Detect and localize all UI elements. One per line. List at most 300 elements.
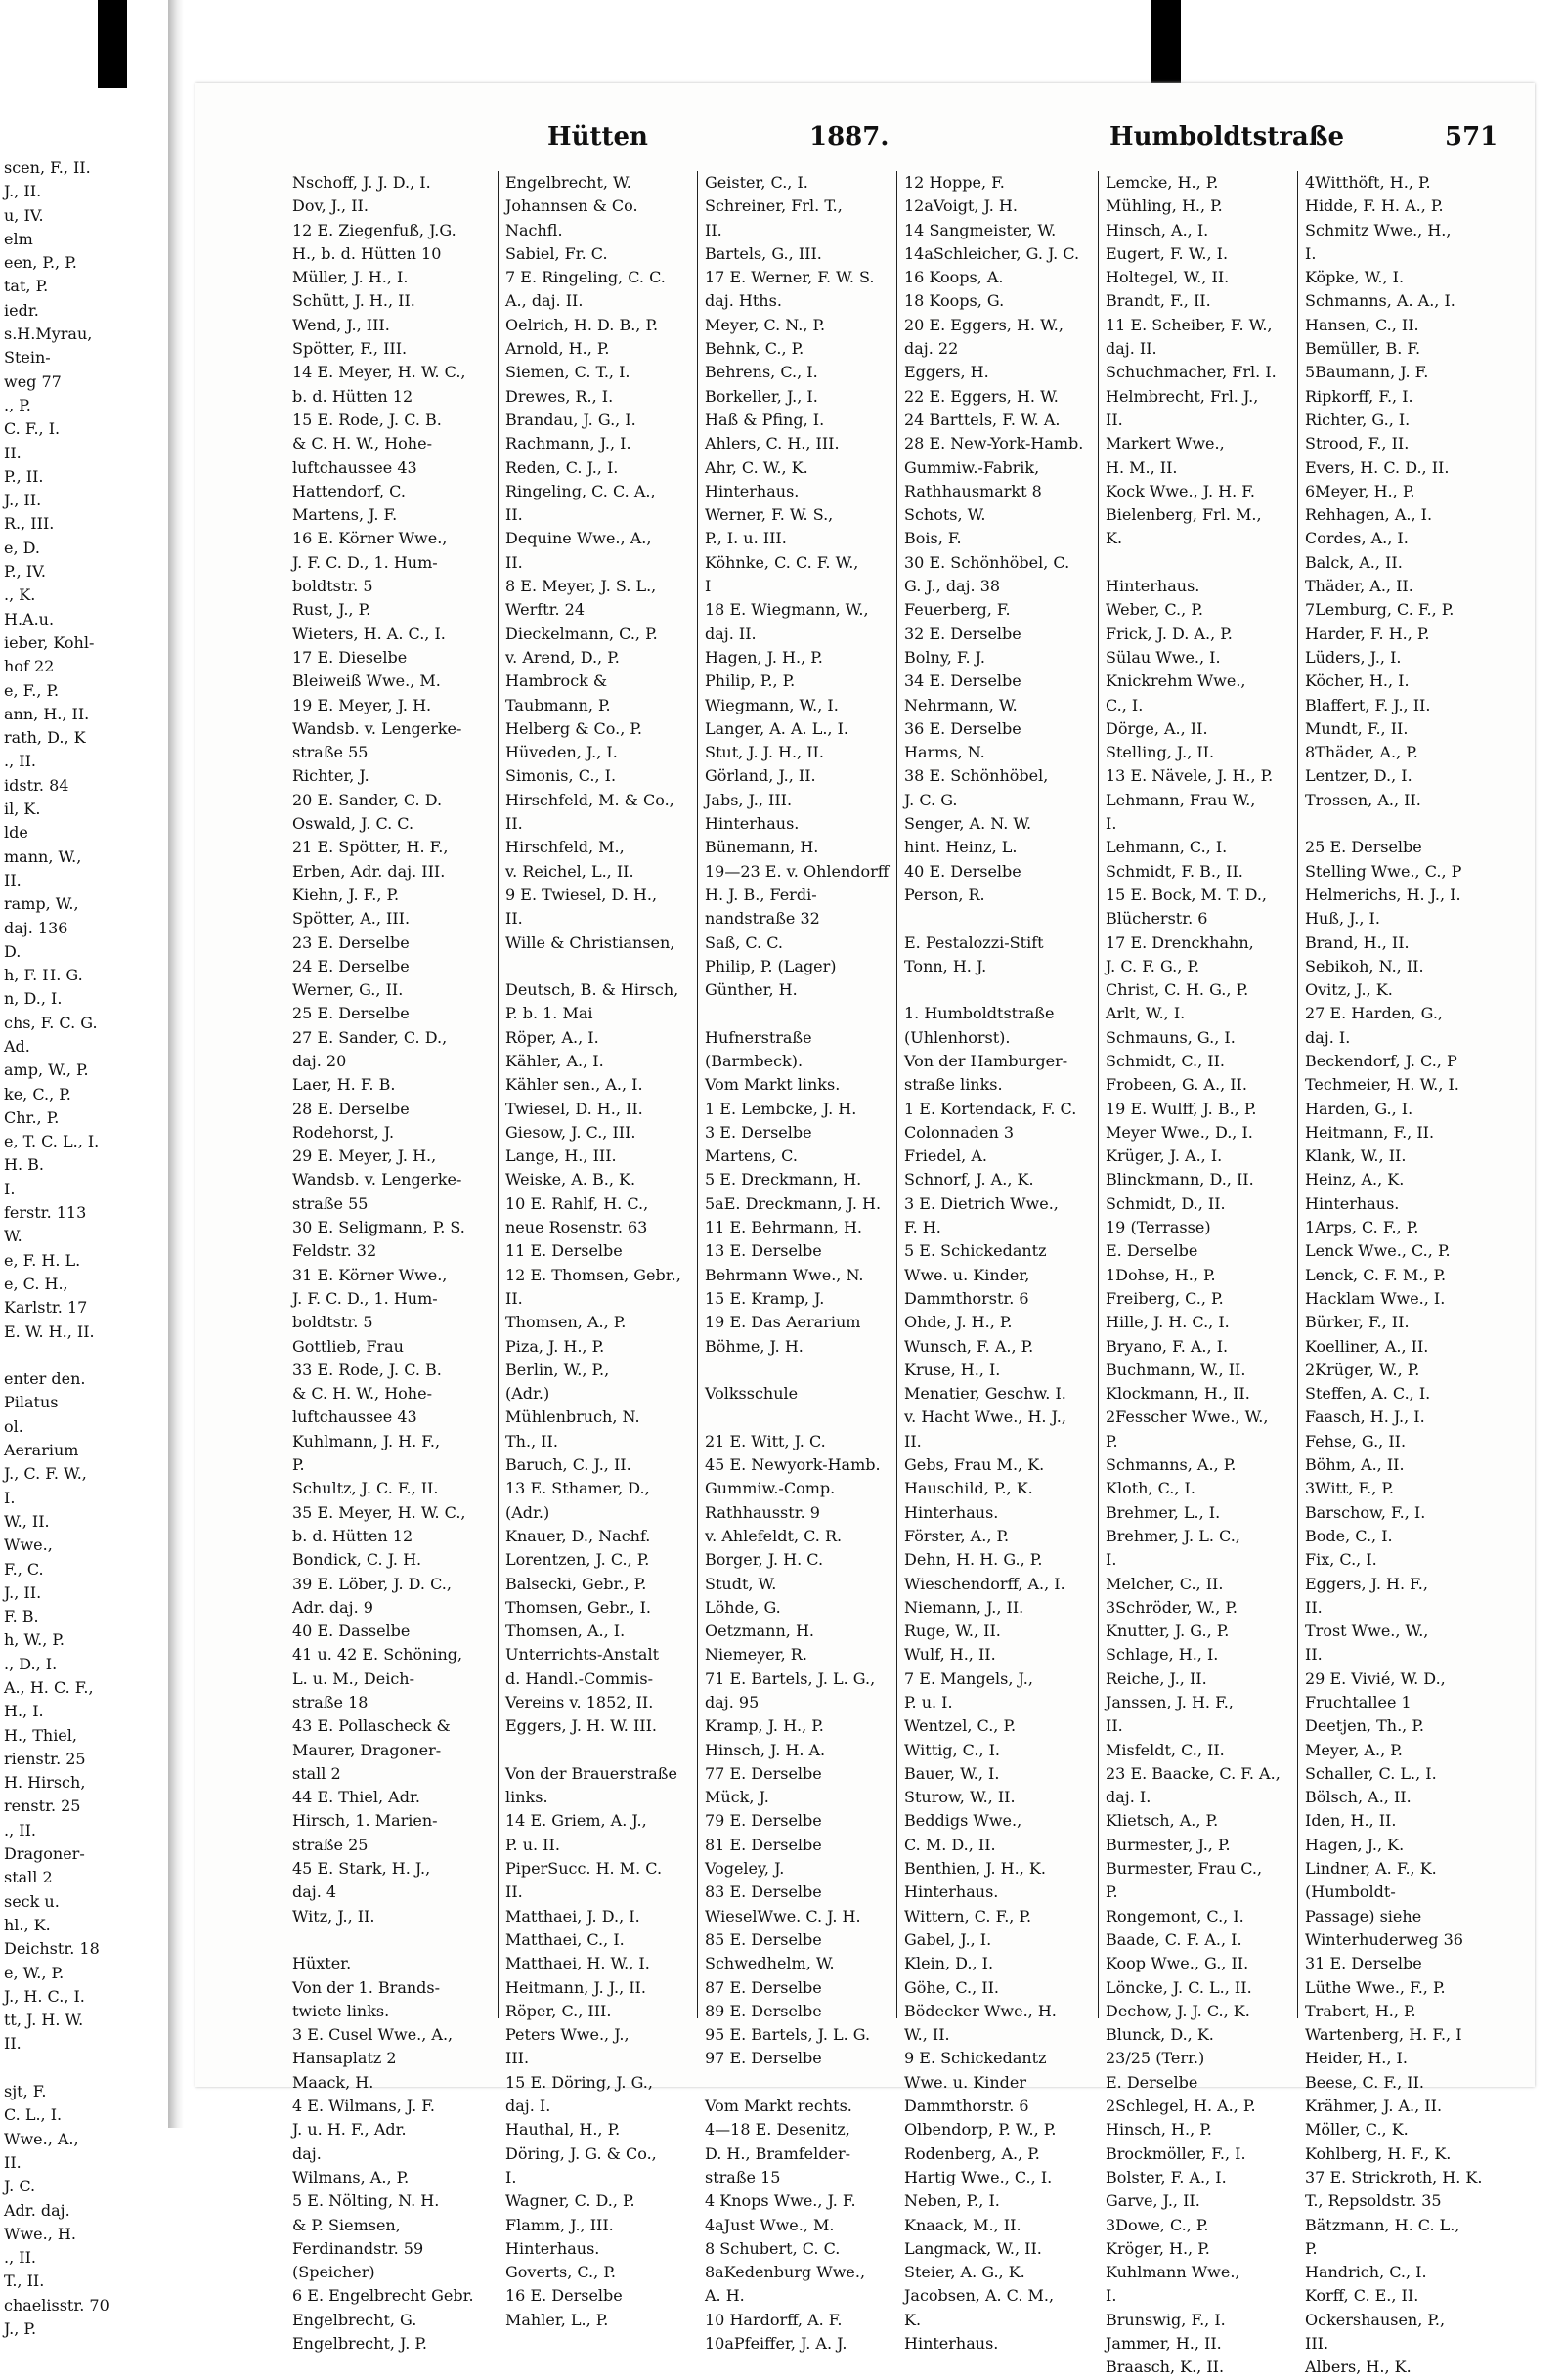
directory-entry: straße 55 xyxy=(292,743,369,762)
directory-entry: neue Rosenstr. 63 xyxy=(505,1218,648,1237)
directory-entry: Blücherstr. 6 xyxy=(1106,909,1208,929)
directory-entry: Ahr, C. W., K. xyxy=(705,457,808,477)
directory-entry: Burmester, J., P. xyxy=(1106,1835,1231,1854)
fragment-line: e, W., P. xyxy=(4,1963,65,1982)
directory-entry: Rongemont, C., I. xyxy=(1106,1906,1244,1926)
fragment-line: A., H. C. F., xyxy=(4,1678,94,1697)
directory-entry: Schlage, H., I. xyxy=(1106,1645,1219,1665)
directory-entry: Dov, J., II. xyxy=(292,196,369,216)
directory-entry: Ringeling, C. C. A., xyxy=(505,481,656,500)
fragment-line: stall 2 xyxy=(4,1868,53,1887)
directory-entry: 34 E. Derselbe xyxy=(904,671,1021,691)
directory-entry: Garve, J., II. xyxy=(1106,2191,1200,2211)
directory-entry: Helmerichs, H. J., I. xyxy=(1305,885,1461,904)
directory-entry: Buchmann, W., II. xyxy=(1106,1360,1246,1379)
directory-entry: Dechow, J. J. C., K. xyxy=(1106,2001,1250,2020)
directory-entry: I. xyxy=(1106,1550,1117,1570)
directory-entry: daj. I. xyxy=(505,2097,551,2116)
directory-entry: 85 E. Derselbe xyxy=(705,1929,822,1949)
directory-entry: nandstraße 32 xyxy=(705,909,820,929)
directory-entry: 3 E. Dietrich Wwe., xyxy=(904,1193,1059,1213)
directory-entry: Harden, G., I. xyxy=(1305,1099,1413,1118)
fragment-line: chs, F. C. G. xyxy=(4,1013,98,1032)
directory-entry: Hinterhaus. xyxy=(705,481,800,500)
directory-entry: Laer, H. F. B. xyxy=(292,1075,396,1095)
fragment-line: Adr. daj. xyxy=(4,2200,70,2220)
directory-entry: Röper, A., I. xyxy=(505,1027,599,1047)
directory-entry: 11 E. Behrmann, H. xyxy=(705,1218,863,1237)
directory-entry: 44 E. Thiel, Adr. xyxy=(292,1788,420,1807)
directory-entry: v. Ahlefeldt, C. R. xyxy=(705,1526,843,1545)
directory-entry: Hinsch, J. H. A. xyxy=(705,1740,826,1759)
directory-entry: daj. Hths. xyxy=(705,291,782,311)
directory-entry: Von der 1. Brands- xyxy=(292,1977,441,1997)
directory-entry: Weber, C., P. xyxy=(1106,600,1203,620)
directory-entry: Hauthal, H., P. xyxy=(505,2120,621,2140)
fragment-line: ., II. xyxy=(4,1820,36,1839)
directory-entry: Unterrichts-Anstalt xyxy=(505,1645,659,1665)
directory-entry: Nehrmann, W. xyxy=(904,695,1018,714)
directory-entry: Trost Wwe., W., xyxy=(1305,1622,1429,1641)
directory-entry: Benthien, J. H., K. xyxy=(904,1859,1046,1879)
directory-entry: Gottlieb, Frau xyxy=(292,1336,404,1356)
directory-entry: II. xyxy=(505,909,523,929)
directory-entry: Hinterhaus. xyxy=(1106,577,1200,596)
directory-entry: daj. I. xyxy=(1106,1788,1151,1807)
directory-entry: 33 E. Rode, J. C. B. xyxy=(292,1360,442,1379)
directory-entry: II. xyxy=(505,1882,523,1902)
directory-entry: & C. H. W., Hohe- xyxy=(292,434,432,454)
directory-entry: Weiske, A. B., K. xyxy=(505,1170,636,1190)
directory-entry: Göhe, C., II. xyxy=(904,1977,1000,1997)
directory-entry: Person, R. xyxy=(904,885,985,904)
directory-entry xyxy=(1305,812,1514,836)
directory-entry: J. C. F. G., P. xyxy=(1106,956,1200,975)
directory-entry: Hauschild, P., K. xyxy=(904,1479,1033,1498)
directory-entry: J. F. C. D., 1. Hum- xyxy=(292,1288,438,1308)
directory-entry: luftchaussee 43 xyxy=(292,457,417,477)
fragment-line: e, C. H., xyxy=(4,1274,68,1293)
directory-entry: Wieters, H. A. C., I. xyxy=(292,624,446,643)
directory-entry: (Speicher) xyxy=(292,2263,375,2282)
directory-entry: Bondick, C. J. H. xyxy=(292,1550,422,1570)
directory-entry: Wend, J., III. xyxy=(292,315,390,334)
directory-entry: Hagen, J. H., P. xyxy=(705,647,823,667)
directory-entry: Lehmann, C., I. xyxy=(1106,838,1228,857)
directory-entry: 14aSchleicher, G. J. C. xyxy=(904,243,1080,263)
directory-entry: P. b. 1. Mai xyxy=(505,1004,593,1023)
directory-entry: 83 E. Derselbe xyxy=(705,1882,822,1902)
directory-entry: v. Hacht Wwe., H. J., xyxy=(904,1407,1066,1427)
directory-entry: 30 E. Schönhöbel, C. xyxy=(904,552,1070,572)
directory-entry: 5Baumann, J. F. xyxy=(1305,363,1429,382)
directory-entry: Hinterhaus. xyxy=(904,2334,999,2354)
fragment-line: H. Hirsch, xyxy=(4,1773,86,1793)
directory-entry: Von der Brauerstraße xyxy=(505,1763,677,1783)
fragment-line: s.H.Myrau, xyxy=(4,325,93,344)
directory-entry: T., Repsoldstr. 35 xyxy=(1305,2191,1442,2211)
directory-entry: Richter, G., I. xyxy=(1305,410,1411,429)
directory-entry: Eggers, H. xyxy=(904,363,989,382)
directory-entry: Borkeller, J., I. xyxy=(705,386,818,406)
directory-entry: Blinckmann, D., II. xyxy=(1106,1170,1254,1190)
fragment-line: II. xyxy=(4,443,22,462)
directory-entry: Schwedhelm, W. xyxy=(705,1954,835,1973)
directory-entry: Braasch, K., II. xyxy=(1106,2358,1225,2377)
directory-entry: 19 (Terrasse) xyxy=(1106,1218,1211,1237)
fragment-line: rath, D., K xyxy=(4,728,86,748)
directory-entry: C. M. D., II. xyxy=(904,1835,996,1854)
directory-entry: 29 E. Meyer, J. H., xyxy=(292,1147,437,1166)
directory-entry: Bleiweiß Wwe., M. xyxy=(292,671,441,691)
directory-entry: Werftr. 24 xyxy=(505,600,586,620)
directory-entry: Hansen, C., II. xyxy=(1305,315,1419,334)
directory-entry: Beddigs Wwe., xyxy=(904,1811,1022,1831)
directory-entry: Nschoff, J. J. D., I. xyxy=(292,173,431,192)
directory-entry: Handrich, C., I. xyxy=(1305,2263,1427,2282)
directory-entry: 3Dowe, C., P. xyxy=(1106,2215,1209,2234)
directory-entry: H. J. B., Ferdi- xyxy=(705,885,817,904)
directory-entry: Albers, H., K. xyxy=(1305,2358,1412,2377)
directory-entry: Hinterhaus. xyxy=(1305,1193,1400,1213)
directory-entry: Lenck, C. F. M., P. xyxy=(1305,1265,1447,1284)
fragment-line: Wwe., H. xyxy=(4,2224,76,2243)
directory-entry: 17 E. Dieselbe xyxy=(292,647,408,667)
directory-entry: Jabs, J., III. xyxy=(705,790,793,809)
directory-entry: Jacobsen, A. C. M., xyxy=(904,2286,1055,2306)
column-6 xyxy=(1301,171,1514,2377)
fragment-line: T., II. xyxy=(4,2272,45,2291)
header-left: Hütten xyxy=(547,122,648,151)
directory-entry: Behnk, C., P. xyxy=(705,339,804,359)
directory-entry: Gebs, Frau M., K. xyxy=(904,1455,1045,1475)
directory-entry: Bryano, F. A., I. xyxy=(1106,1336,1229,1356)
directory-entry: 41 u. 42 E. Schöning, xyxy=(292,1645,463,1665)
directory-entry: II. xyxy=(1305,1645,1323,1665)
directory-entry: links. xyxy=(505,1788,548,1807)
fragment-line: Wwe., xyxy=(4,1536,53,1555)
directory-entry: E. Derselbe xyxy=(1106,2072,1198,2092)
fragment-line: ol. xyxy=(4,1416,23,1436)
column-5 xyxy=(1102,171,1297,2377)
directory-entry: Brunswig, F., I. xyxy=(1106,2310,1226,2329)
directory-entry: Sturow, W., II. xyxy=(904,1788,1016,1807)
directory-entry: 10aPfeiffer, J. A. J. xyxy=(705,2334,847,2354)
column-1 xyxy=(288,171,498,2354)
directory-entry: Bödecker Wwe., H. xyxy=(904,2001,1057,2020)
directory-entry: straße links. xyxy=(904,1075,1003,1095)
directory-entry: Schots, W. xyxy=(904,505,986,525)
directory-entry: 15 E. Rode, J. C. B. xyxy=(292,410,442,429)
directory-entry: Faasch, H. J., I. xyxy=(1305,1407,1425,1427)
left-page-text xyxy=(0,0,176,2341)
directory-entry: 19 E. Wulff, J. B., P. xyxy=(1106,1099,1257,1118)
directory-entry: Döring, J. G. & Co., xyxy=(505,2143,657,2163)
directory-entry xyxy=(705,1406,896,1429)
directory-entry: b. d. Hütten 12 xyxy=(292,386,413,406)
directory-entry: 11 E. Scheiber, F. W., xyxy=(1106,315,1273,334)
fragment-line: enter den. xyxy=(4,1369,86,1389)
directory-entry: Müller, J. H., I. xyxy=(292,268,409,287)
directory-entry: 16 Koops, A. xyxy=(904,268,1004,287)
directory-entry: P. xyxy=(1305,2238,1318,2258)
directory-entry: 79 E. Derselbe xyxy=(705,1811,822,1831)
directory-entry: 6 E. Engelbrecht Gebr. xyxy=(292,2286,474,2306)
directory-entry: Lindner, A. F., K. xyxy=(1305,1859,1437,1879)
directory-entry: 21 E. Witt, J. C. xyxy=(705,1431,826,1450)
directory-entry: Hambrock & xyxy=(505,671,608,691)
directory-entry: 97 E. Derselbe xyxy=(705,2049,822,2068)
fragment-line: Aerarium xyxy=(4,1441,79,1460)
directory-entry: Hartig Wwe., C., I. xyxy=(904,2167,1053,2186)
directory-entry: Dammthorstr. 6 xyxy=(904,1288,1029,1308)
directory-entry: I. xyxy=(1106,814,1117,834)
fragment-line: F. B. xyxy=(4,1607,39,1626)
directory-entry: Hinterhaus. xyxy=(505,2238,600,2258)
directory-entry: Kuhlmann, J. H. F., xyxy=(292,1431,441,1450)
directory-entry: Frick, J. D. A., P. xyxy=(1106,624,1233,643)
directory-entry: Klockmann, H., II. xyxy=(1106,1384,1250,1404)
directory-entry: 23/25 (Terr.) xyxy=(1106,2049,1205,2068)
directory-entry: P. xyxy=(292,1455,305,1475)
directory-entry: 30 E. Seligmann, P. S. xyxy=(292,1218,465,1237)
fragment-line: J., P. xyxy=(4,2319,37,2339)
directory-entry: 77 E. Derselbe xyxy=(705,1763,822,1783)
directory-entry: straße 18 xyxy=(292,1693,369,1711)
fragment-line: weg 77 xyxy=(4,371,62,391)
directory-entry: Arlt, W., I. xyxy=(1106,1004,1186,1023)
directory-entry: Langmack, W., II. xyxy=(904,2238,1042,2258)
directory-entry: Gabel, J., I. xyxy=(904,1929,992,1949)
header-year: 1887. xyxy=(809,122,890,151)
column-rule xyxy=(498,171,499,2018)
directory-entry: Schmidt, D., II. xyxy=(1106,1193,1226,1213)
fragment-line: il, K. xyxy=(4,800,41,819)
directory-entry: 43 E. Pollascheck & xyxy=(292,1716,451,1736)
directory-entry: Ferdinandstr. 59 xyxy=(292,2238,424,2258)
fragment-line: I. xyxy=(4,1488,16,1507)
directory-entry: (Adr.) xyxy=(505,1502,550,1522)
directory-entry: 28 E. Derselbe xyxy=(292,1099,410,1118)
fragment-line: E. W. H., II. xyxy=(4,1321,95,1341)
directory-entry: Philip, P. (Lager) xyxy=(705,956,837,975)
fragment-line: Stein- xyxy=(4,348,51,368)
directory-entry: Borger, J. H. C. xyxy=(705,1550,824,1570)
directory-entry: Johannsen & Co. xyxy=(505,196,638,216)
directory-entry: 3Witt, F., P. xyxy=(1305,1479,1394,1498)
directory-entry: Helmbrecht, Frl. J., xyxy=(1106,386,1259,406)
fragment-line: J., II. xyxy=(4,182,42,201)
directory-entry: Stut, J. J. H., II. xyxy=(705,743,824,762)
directory-entry: twiete links. xyxy=(292,2001,390,2020)
directory-entry: Wilmans, A., P. xyxy=(292,2167,410,2186)
directory-entry: 2Krüger, W., P. xyxy=(1305,1360,1420,1379)
directory-entry: 12 Hoppe, F. xyxy=(904,173,1005,192)
directory-entry: H., b. d. Hütten 10 xyxy=(292,243,442,263)
directory-entry: Frobeen, G. A., II. xyxy=(1106,1075,1247,1095)
directory-entry: Ohde, J. H., P. xyxy=(904,1313,1013,1332)
directory-entry: Schaller, C. L., I. xyxy=(1305,1763,1437,1783)
directory-entry: III. xyxy=(1305,2334,1329,2354)
fragment-line: C. L., I. xyxy=(4,2105,63,2125)
directory-entry: Beckendorf, J. C., P xyxy=(1305,1051,1457,1070)
directory-entry: Wunsch, F. A., P. xyxy=(904,1336,1034,1356)
directory-entry xyxy=(1106,551,1297,575)
directory-entry: Köpke, W., I. xyxy=(1305,268,1405,287)
directory-entry: Wandsb. v. Lengerke- xyxy=(292,718,462,738)
directory-entry: Schmidt, F. B., II. xyxy=(1106,861,1243,881)
directory-entry: J. F. C. D., 1. Hum- xyxy=(292,552,438,572)
directory-entry: 3Schröder, W., P. xyxy=(1106,1597,1238,1617)
directory-entry: 81 E. Derselbe xyxy=(705,1835,822,1854)
directory-entry: 37 E. Strickroth, H. K. xyxy=(1305,2167,1483,2186)
directory-entry: Huß, J., I. xyxy=(1305,909,1380,929)
directory-entry: Kloth, C., I. xyxy=(1106,1479,1195,1498)
directory-entry: Deetjen, Th., P. xyxy=(1305,1716,1424,1736)
directory-entry: Brehmer, L., I. xyxy=(1106,1502,1221,1522)
directory-entry: Geister, C., I. xyxy=(705,173,808,192)
directory-entry: 40 E. Derselbe xyxy=(904,861,1021,881)
directory-entry: Eggers, J. H. F., xyxy=(1305,1574,1428,1593)
fragment-line: ferstr. 113 xyxy=(4,1203,87,1223)
directory-entry: 7Lemburg, C. F., P. xyxy=(1305,600,1455,620)
directory-entry: Lentzer, D., I. xyxy=(1305,766,1412,786)
directory-entry: 45 E. Newyork-Hamb. xyxy=(705,1455,881,1475)
directory-entry: Reiche, J., II. xyxy=(1106,1668,1207,1688)
directory-entry: 20 E. Sander, C. D. xyxy=(292,790,443,809)
directory-entry: 38 E. Schönhöbel, xyxy=(904,766,1049,786)
directory-entry: Kähler, A., I. xyxy=(505,1051,604,1070)
directory-entry: daj. 95 xyxy=(705,1693,760,1711)
fragment-line: ., II. xyxy=(4,2248,36,2268)
directory-entry: II. xyxy=(505,505,523,525)
fragment-line: h, W., P. xyxy=(4,1630,65,1650)
page-number: 571 xyxy=(1445,122,1499,151)
directory-entry xyxy=(904,907,1098,930)
directory-entry: Matthaei, H. W., I. xyxy=(505,1954,650,1973)
directory-entry: 32 E. Derselbe xyxy=(904,624,1021,643)
directory-entry: Flamm, J., III. xyxy=(505,2215,614,2234)
directory-entry: (Barmbeck). xyxy=(705,1051,804,1070)
directory-entry: v. Arend, D., P. xyxy=(505,647,620,667)
directory-entry: Bünemann, H. xyxy=(705,838,819,857)
directory-entry: Rehhagen, A., I. xyxy=(1305,505,1433,525)
directory-entry: 16 E. Derselbe xyxy=(505,2286,623,2306)
directory-entry: Lorentzen, J. C., P. xyxy=(505,1550,650,1570)
fragment-line: H. B. xyxy=(4,1155,44,1175)
directory-entry: II. xyxy=(705,220,722,239)
directory-entry: 15 E. Döring, J. G., xyxy=(505,2072,653,2092)
directory-entry: Schmauns, G., I. xyxy=(1106,1027,1236,1047)
directory-entry: Hattendorf, C. xyxy=(292,481,406,500)
directory-entry: Günther, H. xyxy=(705,980,798,1000)
directory-entry: 23 E. Derselbe xyxy=(292,932,410,952)
directory-entry: Matthaei, J. D., I. xyxy=(505,1906,640,1926)
directory-entry: Bartels, G., III. xyxy=(705,243,822,263)
directory-entry: Wandsb. v. Lengerke- xyxy=(292,1170,462,1190)
fragment-line: II. xyxy=(4,870,22,889)
directory-entry: Kruse, H., I. xyxy=(904,1360,1001,1379)
directory-entry: Balsecki, Gebr., P. xyxy=(505,1574,647,1593)
directory-entry: 25 E. Derselbe xyxy=(292,1004,410,1023)
directory-entry: Siemen, C. T., I. xyxy=(505,363,630,382)
directory-entry: 29 E. Vivié, W. D., xyxy=(1305,1668,1446,1688)
directory-entry: Nachfl. xyxy=(505,220,563,239)
directory-entry: Werner, F. W. S., xyxy=(705,505,834,525)
fragment-line: daj. 136 xyxy=(4,918,68,937)
directory-entry: Hirschfeld, M. & Co., xyxy=(505,790,674,809)
directory-entry: 89 E. Derselbe xyxy=(705,2001,822,2020)
directory-entry: boldtstr. 5 xyxy=(292,577,373,596)
directory-entry: 4Witthöft, H., P. xyxy=(1305,173,1431,192)
directory-entry: Schütt, J. H., II. xyxy=(292,291,415,311)
fragment-line xyxy=(4,1344,176,1367)
directory-entry: 10 Hardorff, A. F. xyxy=(705,2310,843,2329)
directory-entry: 10 E. Rahlf, H. C., xyxy=(505,1193,649,1213)
directory-entry: Bölsch, A., II. xyxy=(1305,1788,1412,1807)
directory-entry: 15 E. Bock, M. T. D., xyxy=(1106,885,1267,904)
directory-entry: Koop Wwe., G., II. xyxy=(1106,1954,1249,1973)
directory-entry: 5 E. Schickedantz xyxy=(904,1241,1047,1261)
directory-entry: Lüders, J., I. xyxy=(1305,647,1402,667)
column-rule xyxy=(896,171,897,2018)
directory-entry: Strood, F., II. xyxy=(1305,434,1410,454)
fragment-line: renstr. 25 xyxy=(4,1796,81,1816)
directory-entry: 24 E. Derselbe xyxy=(292,956,410,975)
directory-entry: Maurer, Dragoner- xyxy=(292,1740,442,1759)
directory-entry: 1 E. Kortendack, F. C. xyxy=(904,1099,1077,1118)
directory-entry: Sülau Wwe., I. xyxy=(1106,647,1221,667)
directory-entry: E. Pestalozzi-Stift xyxy=(904,932,1044,952)
directory-entry: F. H. xyxy=(904,1218,941,1237)
directory-entry: Mühlenbruch, N. xyxy=(505,1407,640,1427)
directory-entry: Steier, A. G., K. xyxy=(904,2263,1025,2282)
directory-entry xyxy=(904,978,1098,1002)
directory-entry: Taubmann, P. xyxy=(505,695,611,714)
fragment-line: amp, W., P. xyxy=(4,1060,89,1080)
fragment-line: H., I. xyxy=(4,1702,44,1721)
directory-entry: Wiegmann, W., I. xyxy=(705,695,839,714)
directory-entry: Engelbrecht, W. xyxy=(505,173,631,192)
fragment-line xyxy=(4,2056,176,2080)
directory-entry: Brehmer, J. L. C., xyxy=(1106,1526,1240,1545)
directory-entry: E. Derselbe xyxy=(1106,1241,1198,1261)
directory-entry: Vom Markt rechts. xyxy=(705,2097,852,2116)
fragment-line: Pilatus xyxy=(4,1393,59,1412)
directory-entry: 31 E. Derselbe xyxy=(1305,1954,1422,1973)
directory-entry: Brockmöller, F., I. xyxy=(1106,2143,1246,2163)
directory-entry: 1Arps, C. F., P. xyxy=(1305,1218,1419,1237)
directory-entry: 4aJust Wwe., M. xyxy=(705,2215,835,2234)
directory-entry: Hüveden, J., I. xyxy=(505,743,618,762)
directory-entry: Brandau, J. G., I. xyxy=(505,410,636,429)
directory-entry: Melcher, C., II. xyxy=(1106,1574,1224,1593)
directory-entry: K. xyxy=(1106,529,1123,548)
directory-entry: Von der Hamburger- xyxy=(904,1051,1068,1070)
fragment-line: ., P. xyxy=(4,395,31,414)
fragment-line: tt, J. H. W. xyxy=(4,2011,84,2030)
fragment-line: iedr. xyxy=(4,300,39,320)
directory-entry: 21 E. Spötter, H. F., xyxy=(292,838,449,857)
directory-entry: Thomsen, A., P. xyxy=(505,1313,627,1332)
directory-entry: J. C. G. xyxy=(904,790,958,809)
directory-entry: 28 E. New-York-Hamb. xyxy=(904,434,1084,454)
fragment-line: tat, P. xyxy=(4,277,49,296)
directory-entry: Koelliner, A., II. xyxy=(1305,1336,1429,1356)
directory-entry: & P. Siemsen, xyxy=(292,2215,401,2234)
directory-entry: Thäder, A., II. xyxy=(1305,577,1413,596)
directory-entry: 15 E. Kramp, J. xyxy=(705,1288,825,1308)
